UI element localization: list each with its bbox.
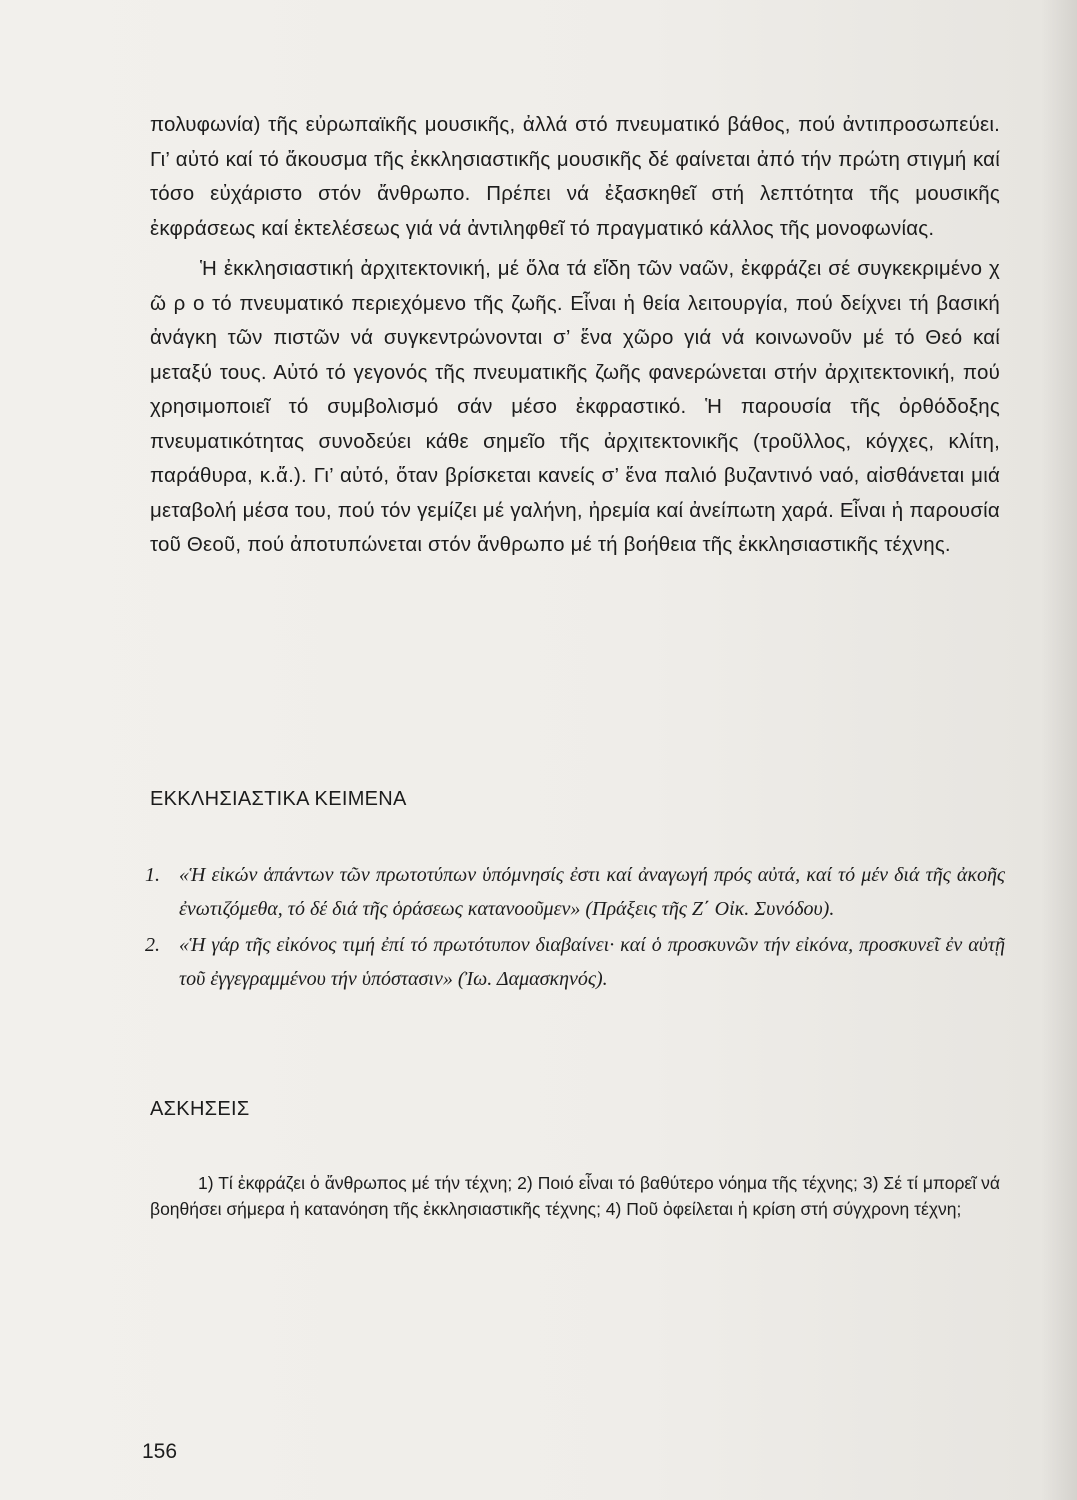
section-heading-texts: ΕΚΚΛΗΣΙΑΣΤΙΚΑ ΚΕΙΜΕΝΑ [150,788,407,810]
paragraph-architecture: Ἡ ἐκκλησιαστική ἀρχιτεκτονική, μέ ὅλα τά εἴδη τῶν ναῶν, ἐκφράζει σέ συγκεκριμένο χ ῶ ρ ο τό πνευματικό περιεχόμενο τῆς ζωῆς. Εἶναι ἡ θεία λειτουργία, πού δείχνει τή βασική ἀνάγκη τῶν πιστῶν νά συγκεντρώνονται σ’ ἕνα χῶρο γιά νά κοινωνοῦν μέ τό Θεό καί μεταξύ τους. Αὐτό τό γεγονός τῆς πνευματικῆς ζωῆς φανερώνεται στήν ἀρχιτεκτονική, πού χρησιμοποιεῖ τό συμβολισμό σάν μέσο ἐκφραστικό. Ἡ παρουσία τῆς ὀρθόδοξης πνευματικότητας συνοδεύει κάθε σημεῖο τῆς ἀρχιτεκτονικῆς (τροῦλλος, κόγχες, κλίτη, παράθυρα, κ.ἄ.). Γι’ αὐτό, ὅταν βρίσκεται κανείς σ’ ἕνα παλιό βυζαντινό ναό, αἰσθάνεται μιά μεταβολή μέσα του, πού τόν γεμίζει μέ γαλήνη, ἠρεμία καί ἀνείπωτη χαρά. Εἶναι ἡ παρουσία τοῦ Θεοῦ, πού ἀποτυπώνεται στόν ἄνθρωπο μέ τή βοήθεια τῆς ἐκκλησιαστικῆς τέχνης. [150,257,1000,556]
quote-text: «Ἡ γάρ τῆς εἰκόνος τιμή ἐπί τό πρωτότυπον διαβαίνει· καί ὁ προσκυνῶν τήν εἰκόνα, προσκυνεῖ ἐν αὐτῇ τοῦ ἐγγεγραμμένου τήν ὑπόστασιν» (Ἰω. Δαμασκηνός). [179,934,1005,990]
quote-text: «Ἡ εἰκών ἁπάντων τῶν πρωτοτύπων ὑπόμνησίς ἐστι καί ἀναγωγή πρός αὐτά, καί τό μέν διά τῆς ἀκοῆς ἐνωτιζόμεθα, τό δέ διά τῆς ὁράσεως κατανοοῦμεν» (Πράξεις τῆς Ζ΄ Οἰκ. Συνόδου). [179,864,1005,920]
quote-number: 1. [145,864,160,886]
body-text [150,108,1000,563]
page-number: 156 [142,1440,178,1463]
quote-number: 2. [145,934,160,956]
quotes-list [145,858,1005,998]
section-heading-exercises: ΑΣΚΗΣΕΙΣ [150,1098,250,1120]
exercise-text: 1) Τί ἐκφράζει ὁ ἄνθρωπος μέ τήν τέχνη; 2) Ποιό εἶναι τό βαθύτερο νόημα τῆς τέχνης; 3) Σέ τί μπορεῖ νά βοηθήσει σήμερα ἡ κατανόηση τῆς ἐκκλησιαστικῆς τέχνης; 4) Ποῦ ὀφείλεται ἡ κρίση στή σύγχρονη τέχνη; [150,1173,1000,1219]
page-edge-shadow [1041,0,1077,1500]
quote-item [145,858,1005,926]
quote-item [145,928,1005,996]
paragraph-music: πολυφωνία) τῆς εὐρωπαϊκῆς μουσικῆς, ἀλλά στό πνευματικό βάθος, πού ἀντιπροσωπεύει. Γι’ αὐτό καί τό ἄκουσμα τῆς ἐκκλησιαστικῆς μουσικῆς δέ φαίνεται ἀπό τήν πρώτη στιγμή καί τόσο εὐχάριστο στόν ἄνθρωπο. Πρέπει νά ἐξασκηθεῖ στή λεπτότητα τῆς μουσικῆς ἐκφράσεως καί ἐκτελέσεως γιά νά ἀντιληφθεῖ τό πραγματικό κάλλος τῆς μονοφωνίας. [150,113,1000,240]
